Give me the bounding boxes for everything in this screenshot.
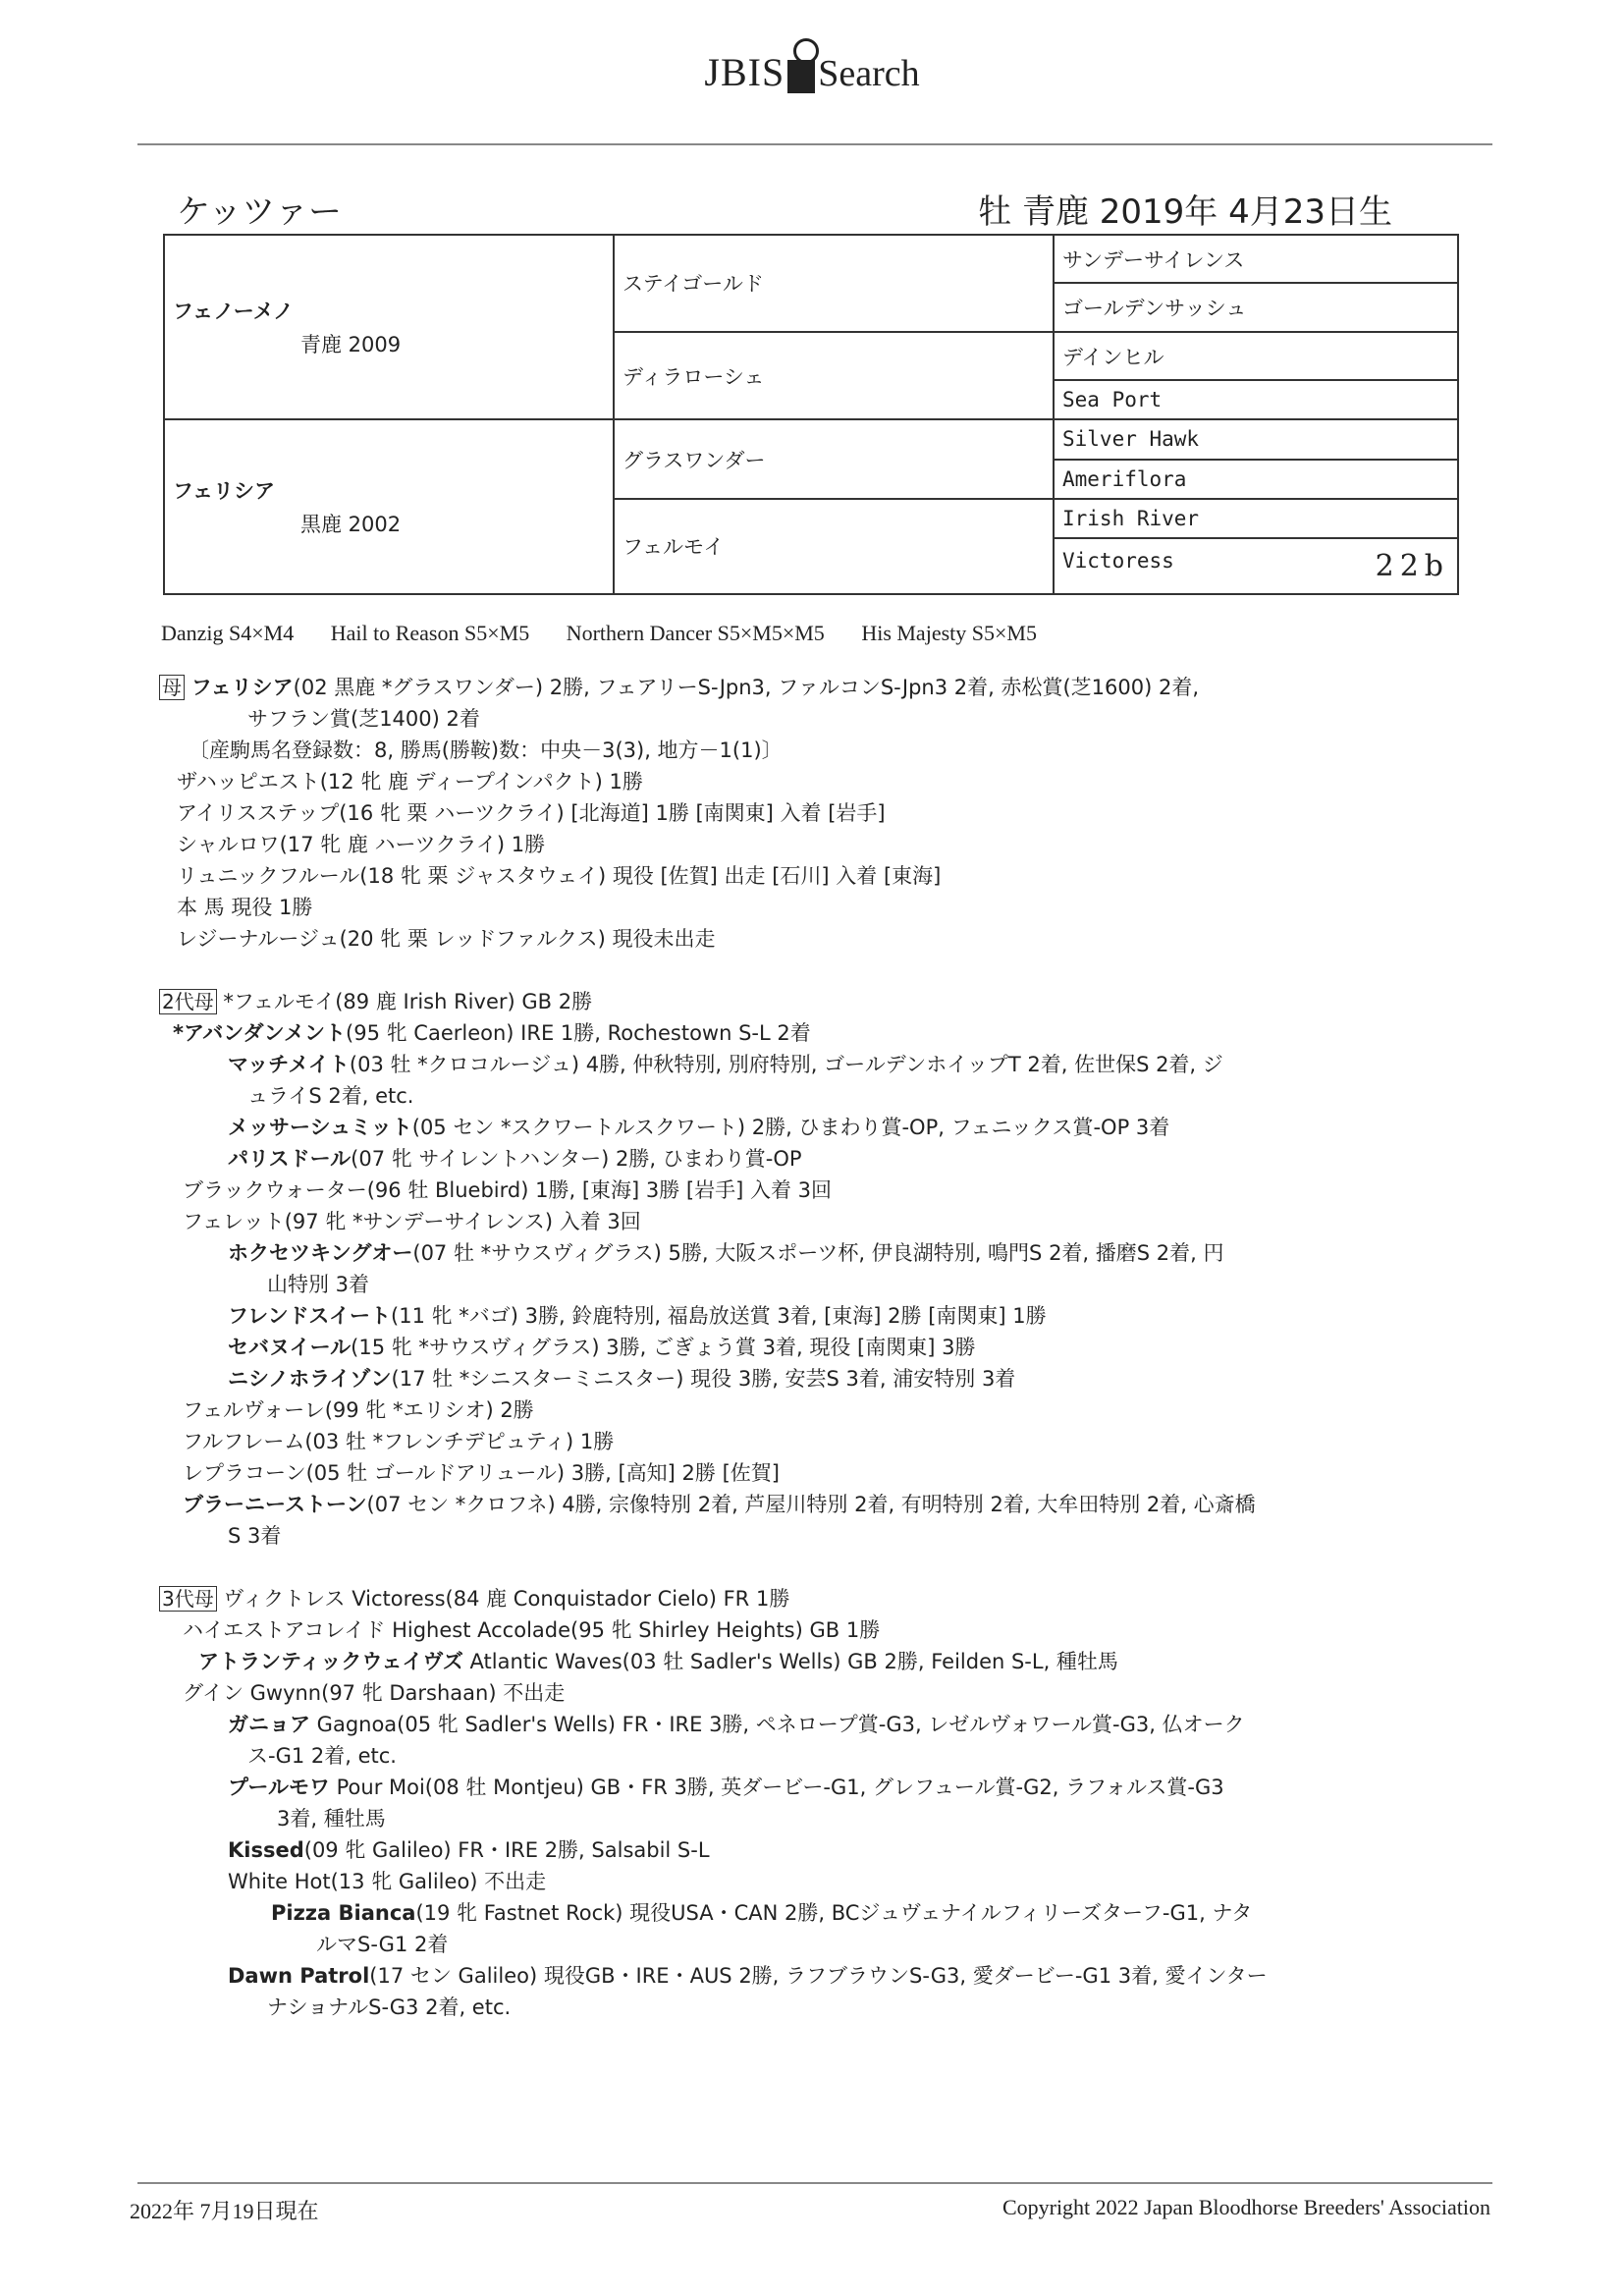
record-text: フルフレーム(03 牡 *フレンチデピュティ) 1勝: [183, 1430, 615, 1453]
family-line: [159, 1834, 1475, 1866]
horse-name-bold: ブラーニーストーン: [183, 1493, 367, 1516]
record-text: White Hot(13 牝 Galileo) 不出走: [228, 1870, 547, 1893]
family-line: [159, 1866, 1475, 1897]
family-line: [159, 986, 1475, 1017]
family-line: [159, 1237, 1475, 1269]
horse-name-bold: Pizza Bianca: [271, 1901, 416, 1925]
record-text: ルマS-G1 2着: [316, 1933, 449, 1956]
record-text: 本 馬 現役 1勝: [177, 896, 313, 919]
horse-name-bold: ホクセツキングオー: [228, 1241, 413, 1265]
family-line: [159, 797, 1475, 829]
family-line: [159, 1080, 1475, 1112]
as-of-date: 2022年 7月19日現在: [130, 2199, 319, 2223]
gen3-cell: [1054, 538, 1458, 594]
family-line: [159, 1772, 1475, 1803]
dam-detail: 黒鹿 2002: [300, 513, 402, 537]
record-text: S 3着: [228, 1524, 282, 1548]
horse-name-bold: マッチメイト: [228, 1053, 350, 1076]
record-text: (07 牝 サイレントハンター) 2勝, ひまわり賞-OP: [351, 1147, 802, 1171]
jbis-search-logo[interactable]: [704, 49, 919, 95]
family-line: [159, 1175, 1475, 1206]
gen3-cell: ゴールデンサッシュ: [1054, 283, 1458, 331]
record-text: (09 牝 Galileo) FR・IRE 2勝, Salsabil S-L: [303, 1838, 710, 1862]
horse-name-bold: *アバンダンメント: [173, 1021, 347, 1045]
horse-name-bold: Dawn Patrol: [228, 1964, 370, 1988]
horse-name-bold: フェリシア: [190, 676, 294, 699]
record-text: フェレット(97 牝 *サンデーサイレンス) 入着 3回: [183, 1210, 641, 1233]
family-line: [159, 672, 1475, 703]
family-line: [159, 1614, 1475, 1646]
record-text: ザハッピエスト(12 牝 鹿 ディープインパクト) 1勝: [177, 770, 643, 793]
record-text: (05 セン *スクワートルスクワート) 2勝, ひまわり賞-OP, フェニックス賞-OP 3着: [411, 1116, 1170, 1139]
record-text: サフラン賞(芝1400) 2着: [247, 707, 480, 731]
family-line: [159, 766, 1475, 797]
horse-name-bold: プールモワ: [228, 1776, 330, 1799]
record-text: (15 牝 *サウスヴィグラス) 3勝, ごぎょう賞 3着, 現役 [南関東] 3勝: [351, 1336, 976, 1359]
family-line: [159, 1017, 1475, 1049]
gen3-cell: Irish River: [1054, 499, 1458, 538]
header-divider: [137, 143, 1492, 145]
family-line: [159, 1206, 1475, 1237]
family-number: 22b: [1375, 548, 1449, 583]
gen3-cell: Sea Port: [1054, 380, 1458, 419]
family-line: [159, 1709, 1475, 1740]
record-text: ス-G1 2着, etc.: [247, 1744, 397, 1768]
record-text: Pour Moi(08 牡 Montjeu) GB・FR 3勝, 英ダービー-G1, グレフュール賞-G2, ラフォルス賞-G3: [329, 1776, 1224, 1799]
record-text: (11 牝 *バゴ) 3勝, 鈴鹿特別, 福島放送賞 3着, [東海] 2勝 [南関東] 1勝: [391, 1304, 1047, 1328]
record-text: ュライS 2着, etc.: [247, 1084, 414, 1108]
family-line: [159, 829, 1475, 860]
family-line: [159, 1049, 1475, 1080]
record-text: フェルヴォーレ(99 牝 *エリシオ) 2勝: [183, 1398, 534, 1422]
sire-name: フェノーメノ: [173, 300, 295, 324]
record-text: 〔産駒馬名登録数：8, 勝馬(勝鞍)数：中央－3(3), 地方－1(1)〕: [189, 738, 783, 762]
inbreeding-item: Hail to Reason S5×M5: [330, 621, 530, 645]
section-gap: [159, 955, 1475, 986]
horse-name-bold: フレンドスイート: [228, 1304, 392, 1328]
family-line: [159, 735, 1475, 766]
horse-magnifier-icon: [787, 60, 815, 93]
inbreeding-item: His Majesty S5×M5: [861, 621, 1037, 645]
record-text: 山特別 3着: [267, 1273, 370, 1296]
family-line: [159, 1269, 1475, 1300]
horse-name: ケッツァー: [177, 192, 342, 232]
family-line: [159, 1457, 1475, 1489]
inbreeding-item: Northern Dancer S5×M5×M5: [566, 621, 825, 645]
horse-name-bold: アトランティックウェイヴズ: [198, 1650, 463, 1673]
record-text: *フェルモイ(89 鹿 Irish River) GB 2勝: [223, 990, 593, 1013]
family-line: [159, 1897, 1475, 1929]
horse-name-bold: セバヌイール: [228, 1336, 352, 1359]
horse-name-bold: ガニョア: [228, 1713, 310, 1736]
family-line: [159, 1426, 1475, 1457]
family-line: [159, 1677, 1475, 1709]
family-line: [159, 1143, 1475, 1175]
family-line: [159, 1740, 1475, 1772]
record-text: レジーナルージュ(20 牝 栗 レッドファルクス) 現役未出走: [177, 927, 716, 951]
footer-divider: [137, 2182, 1492, 2184]
sire-cell: [164, 235, 614, 419]
dam-cell: [164, 419, 614, 594]
family-line: [159, 1960, 1475, 1992]
inbreeding-line: [161, 621, 1068, 646]
record-text: (07 セン *クロフネ) 4勝, 宗像特別 2着, 芦屋川特別 2着, 有明特別 2着, 大牟田特別 2着, 心斎橋: [366, 1493, 1256, 1516]
family-line: [159, 1363, 1475, 1394]
family-line: [159, 1646, 1475, 1677]
generation-tag: 3代母: [159, 1586, 217, 1612]
horse-name-bold: メッサーシュミット: [228, 1116, 412, 1139]
dam-sire-cell: グラスワンダー: [614, 419, 1054, 498]
family-line: [159, 1489, 1475, 1520]
family-line: [159, 1112, 1475, 1143]
generation-tag: 母: [159, 675, 185, 700]
family-line: [159, 860, 1475, 892]
record-text: グイン Gwynn(97 牝 Darshaan) 不出走: [183, 1681, 566, 1705]
record-text: リュニックフルール(18 牝 栗 ジャスタウェイ) 現役 [佐賀] 出走 [石川] 入着 [東海]: [177, 864, 942, 888]
horse-birth-info: 牡 青鹿 2019年 4月23日生: [978, 192, 1392, 232]
generation-tag: 2代母: [159, 989, 217, 1014]
copyright: Copyright 2022 Japan Bloodhorse Breeders' Association: [1001, 2195, 1490, 2219]
dam-name: フェリシア: [173, 479, 275, 504]
section-gap: [159, 1552, 1475, 1583]
record-text: アイリスステップ(16 牝 栗 ハーツクライ) [北海道] 1勝 [南関東] 入着 [岩手]: [177, 801, 886, 825]
site-header: [0, 49, 1624, 95]
family-line: [159, 1520, 1475, 1552]
record-text: (95 牝 Caerleon) IRE 1勝, Rochestown S-L 2着: [346, 1021, 811, 1045]
family-line: [159, 923, 1475, 955]
sire-sire-cell: ステイゴールド: [614, 235, 1054, 332]
record-text: (07 牡 *サウスヴィグラス) 5勝, 大阪スポーツ杯, 伊良湖特別, 鳴門S 2着, 播磨S 2着, 円: [412, 1241, 1224, 1265]
inbreeding-item: Danzig S4×M4: [161, 621, 295, 645]
family-line: [159, 1803, 1475, 1834]
family-line: [159, 1929, 1475, 1960]
record-text: (19 牝 Fastnet Rock) 現役USA・CAN 2勝, BCジュヴェナイルフィリーズターフ-G1, ナタ: [415, 1901, 1253, 1925]
horse-name-bold: ニシノホライゾン: [228, 1367, 392, 1391]
pedigree-table: [163, 234, 1459, 595]
record-text: Gagnoa(05 牝 Sadler's Wells) FR・IRE 3勝, ペネロープ賞-G3, レゼルヴォワール賞-G3, 仏オーク: [310, 1713, 1245, 1736]
logo-text-a: JBIS: [704, 50, 785, 94]
record-text: ハイエストアコレイド Highest Accolade(95 牝 Shirley Heights) GB 1勝: [183, 1618, 881, 1642]
record-text: (17 牡 *シニスターミニスター) 現役 3勝, 安芸S 3着, 浦安特別 3着: [391, 1367, 1016, 1391]
record-text: Atlantic Waves(03 牡 Sadler's Wells) GB 2勝, Feilden S-L, 種牡馬: [462, 1650, 1118, 1673]
sire-dam-cell: ディラローシェ: [614, 332, 1054, 420]
record-text: シャルロワ(17 牝 鹿 ハーツクライ) 1勝: [177, 833, 546, 856]
family-line: [159, 703, 1475, 735]
gen3-cell: デインヒル: [1054, 332, 1458, 380]
record-text: (17 セン Galileo) 現役GB・IRE・AUS 2勝, ラフブラウンS-G3, 愛ダービー-G1 3着, 愛インター: [369, 1964, 1268, 1988]
gen3-cell: Ameriflora: [1054, 460, 1458, 499]
horse-name-bold: パリスドール: [228, 1147, 352, 1171]
record-text: ブラックウォーター(96 牡 Bluebird) 1勝, [東海] 3勝 [岩手] 入着 3回: [183, 1178, 833, 1202]
family-records: [159, 672, 1475, 2023]
family-line: [159, 892, 1475, 923]
record-text: 3着, 種牡馬: [277, 1807, 386, 1831]
family-line: [159, 1332, 1475, 1363]
gen3-cell: Silver Hawk: [1054, 419, 1458, 459]
gen3-cell: サンデーサイレンス: [1054, 235, 1458, 283]
gen3-last-name: Victoress: [1062, 548, 1174, 573]
sire-detail: 青鹿 2009: [300, 333, 402, 357]
horse-name-bold: Kissed: [228, 1838, 304, 1862]
record-text: ナショナルS-G3 2着, etc.: [267, 1995, 512, 2019]
record-text: (02 黒鹿 *グラスワンダー) 2勝, フェアリーS-Jpn3, ファルコンS-Jpn3 2着, 赤松賞(芝1600) 2着,: [293, 676, 1200, 699]
dam-dam-cell: フェルモイ: [614, 499, 1054, 594]
family-line: [159, 1992, 1475, 2023]
family-line: [159, 1583, 1475, 1614]
family-line: [159, 1394, 1475, 1426]
record-text: レプラコーン(05 牡 ゴールドアリュール) 3勝, [高知] 2勝 [佐賀]: [183, 1461, 780, 1485]
logo-text-b: Search: [818, 53, 920, 94]
record-text: (03 牡 *クロコルージュ) 4勝, 仲秋特別, 別府特別, ゴールデンホイップT 2着, 佐世保S 2着, ジ: [349, 1053, 1223, 1076]
family-line: [159, 1300, 1475, 1332]
record-text: ヴィクトレス Victoress(84 鹿 Conquistador Cielo) FR 1勝: [223, 1587, 790, 1611]
